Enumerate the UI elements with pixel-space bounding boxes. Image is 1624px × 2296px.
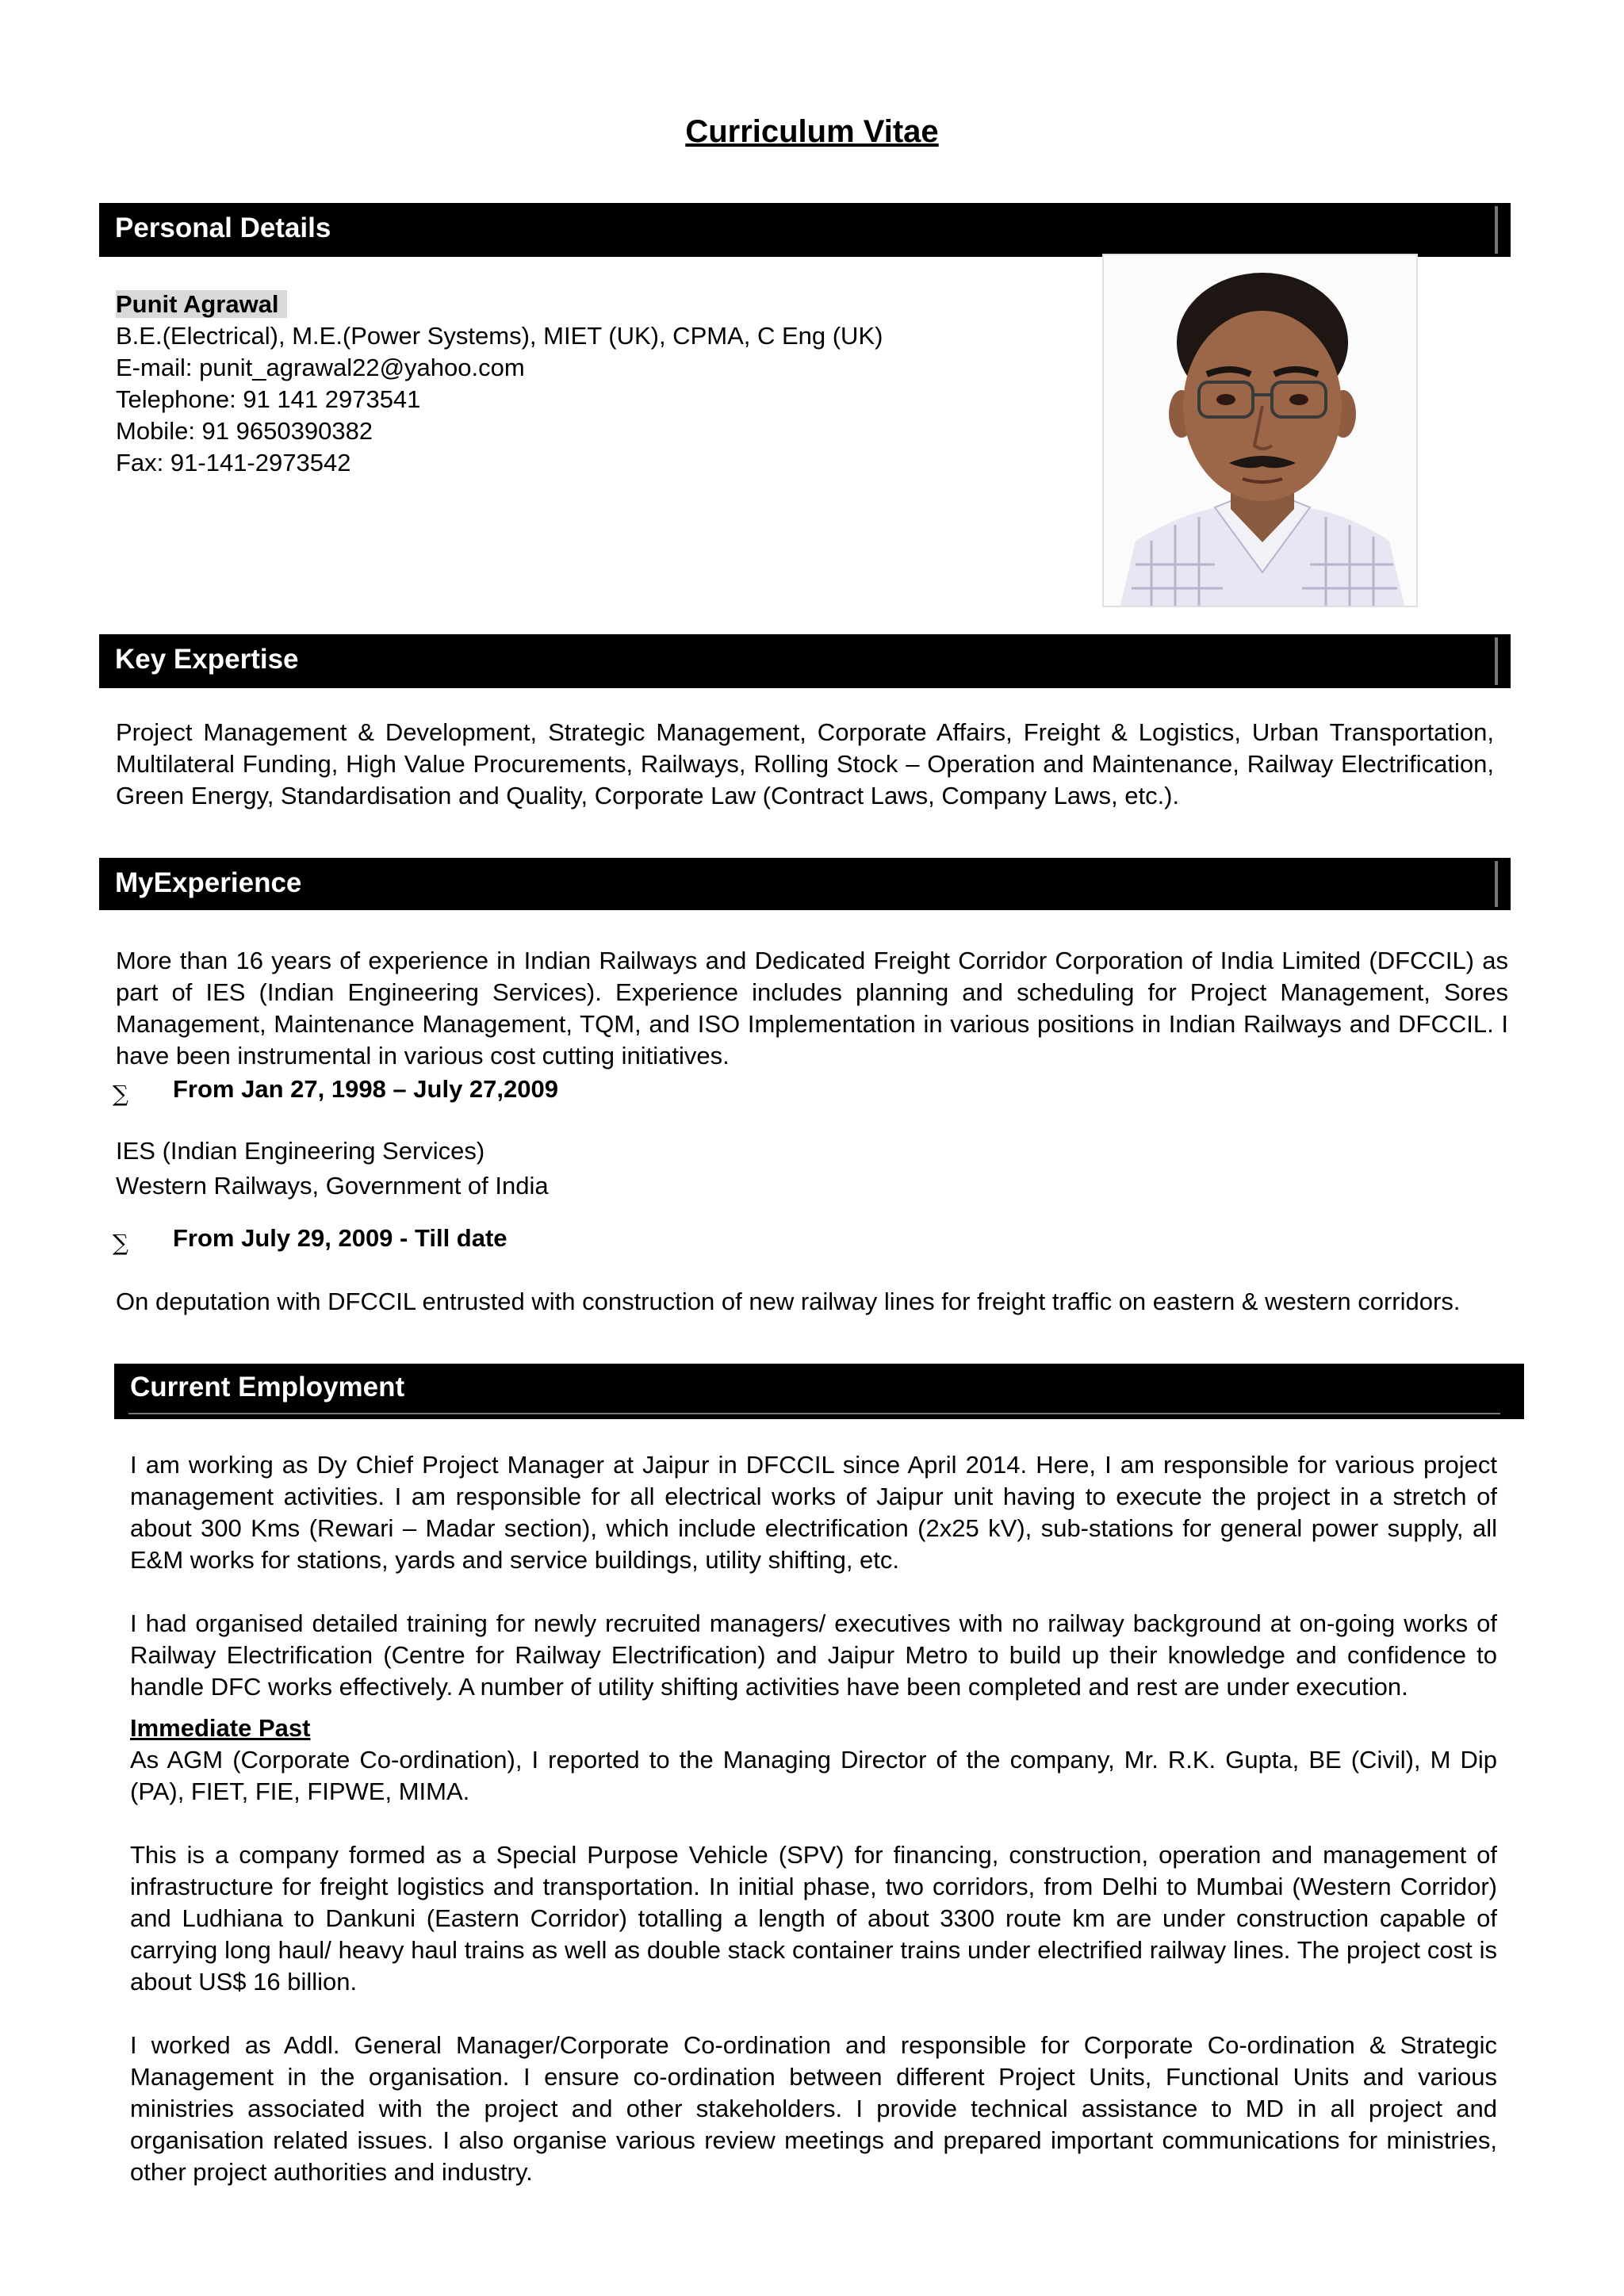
sigma-bullet-icon: ∑ — [113, 1081, 128, 1107]
current-para-2: I had organised detailed training for newly recruited managers/ executives with no railway background at on-going works of Railway Electrification (Centre for Railway Electrification) and Jaipur Metro to build up their knowledge and confidence to handle DFC works effectively. A number of utility shifting activities have been completed and rest are under execution. — [130, 1609, 1497, 1701]
section-header-my-experience — [99, 858, 1511, 910]
qualifications: B.E.(Electrical), M.E.(Power Systems), MIET (UK), CPMA, C Eng (UK) — [116, 322, 883, 350]
section-title: Current Employment — [130, 1372, 405, 1402]
section-header-current-employment — [114, 1364, 1524, 1419]
candidate-name: Punit Agrawal — [116, 290, 287, 318]
current-para-3: As AGM (Corporate Co-ordination), I reported to the Managing Director of the company, Mr. R.K. Gupta, BE (Civil), M Dip (PA), FIET, FIE, FIPWE, MIMA. — [130, 1746, 1497, 1805]
experience-summary: More than 16 years of experience in Indian Railways and Dedicated Freight Corridor Corporation of India Limited (DFCCIL) as part of IES (Indian Engineering Services). Experience includes planning and scheduling for Project Management, Sores Management, Maintenance Management, TQM, and ISO Implementation in various positions in Indian Railways and DFCCIL. I have been instrumental in various cost cutting initiatives. — [116, 947, 1508, 1070]
experience-period-1 — [113, 1073, 1064, 1105]
period-1-employer: Western Railways, Government of India — [116, 1172, 549, 1200]
current-para-5: I worked as Addl. General Manager/Corporate Co-ordination and responsible for Corporate Co-ordination & Strategic Management in the organisation. I ensure co-ordination between different Project Units, Functional Units and various ministries associated with the project and other stakeholders. I provide technical assistance to MD in all project and organisation related issues. I also organise various review meetings and prepared important communications for ministries, other project authorities and industry. — [130, 2031, 1497, 2186]
section-title: MyExperience — [115, 867, 302, 898]
section-header-key-expertise — [99, 634, 1511, 688]
experience-period-2 — [113, 1223, 1064, 1254]
sigma-bullet-icon: ∑ — [113, 1230, 128, 1256]
section-title: Key Expertise — [115, 644, 299, 675]
document-title: Curriculum Vitae — [685, 114, 939, 149]
current-employment-text — [130, 1449, 1497, 2188]
divider — [1495, 637, 1498, 685]
divider — [128, 1413, 1500, 1414]
profile-photo — [1102, 254, 1418, 607]
telephone: Telephone: 91 141 2973541 — [116, 385, 421, 413]
current-para-4: This is a company formed as a Special Purpose Vehicle (SPV) for financing, construction, operation and management of infrastructure for freight logistics and transportation. In initial phase, two corridors, from Delhi to Mumbai (Western Corridor) and Ludhiana to Dankuni (Eastern Corridor) totalling a length of about 3300 route km are under construction capable of carrying long haul/ heavy haul trains as well as double stack container trains under electrified railway lines. The project cost is about US$ 16 billion. — [130, 1841, 1497, 1996]
fax: Fax: 91-141-2973542 — [116, 449, 351, 476]
mobile: Mobile: 91 9650390382 — [116, 417, 373, 445]
period-1-service: IES (Indian Engineering Services) — [116, 1137, 485, 1165]
section-header-personal-details — [99, 203, 1511, 257]
divider — [1495, 861, 1498, 907]
portrait-image — [1104, 255, 1418, 607]
key-expertise-text: Project Management & Development, Strategic Management, Corporate Affairs, Freight & Logistics, Urban Transportation, Multilateral Funding, High Value Procurements, Railways, Rolling Stock – Operation and Maintenance, Railway Electrification, Green Energy, Standardisation and Quality, Corporate Law (Contract Laws, Company Laws, etc.). — [116, 718, 1494, 809]
divider — [1495, 206, 1498, 254]
period-1-details — [116, 1134, 1067, 1203]
period-2-dates: From July 29, 2009 - Till date — [173, 1224, 508, 1252]
email: E-mail: punit_agrawal22@yahoo.com — [116, 354, 525, 381]
personal-details-block — [116, 289, 1051, 479]
period-2-details: On deputation with DFCCIL entrusted with construction of new railway lines for freight traffic on eastern & western corridors. — [116, 1288, 1461, 1315]
immediate-past-heading: Immediate Past — [130, 1714, 311, 1742]
section-title: Personal Details — [115, 212, 331, 243]
current-para-1: I am working as Dy Chief Project Manager at Jaipur in DFCCIL since April 2014. Here, I am responsible for various project management activities. I am responsible for all electrical works of Jaipur unit having to execute the project in a stretch of about 300 Kms (Rewari – Madar section), which include electrification (2x25 kV), sub-stations for general power supply, all E&M works for stations, yards and service buildings, utility shifting, etc. — [130, 1451, 1497, 1574]
period-1-dates: From Jan 27, 1998 – July 27,2009 — [173, 1075, 558, 1103]
